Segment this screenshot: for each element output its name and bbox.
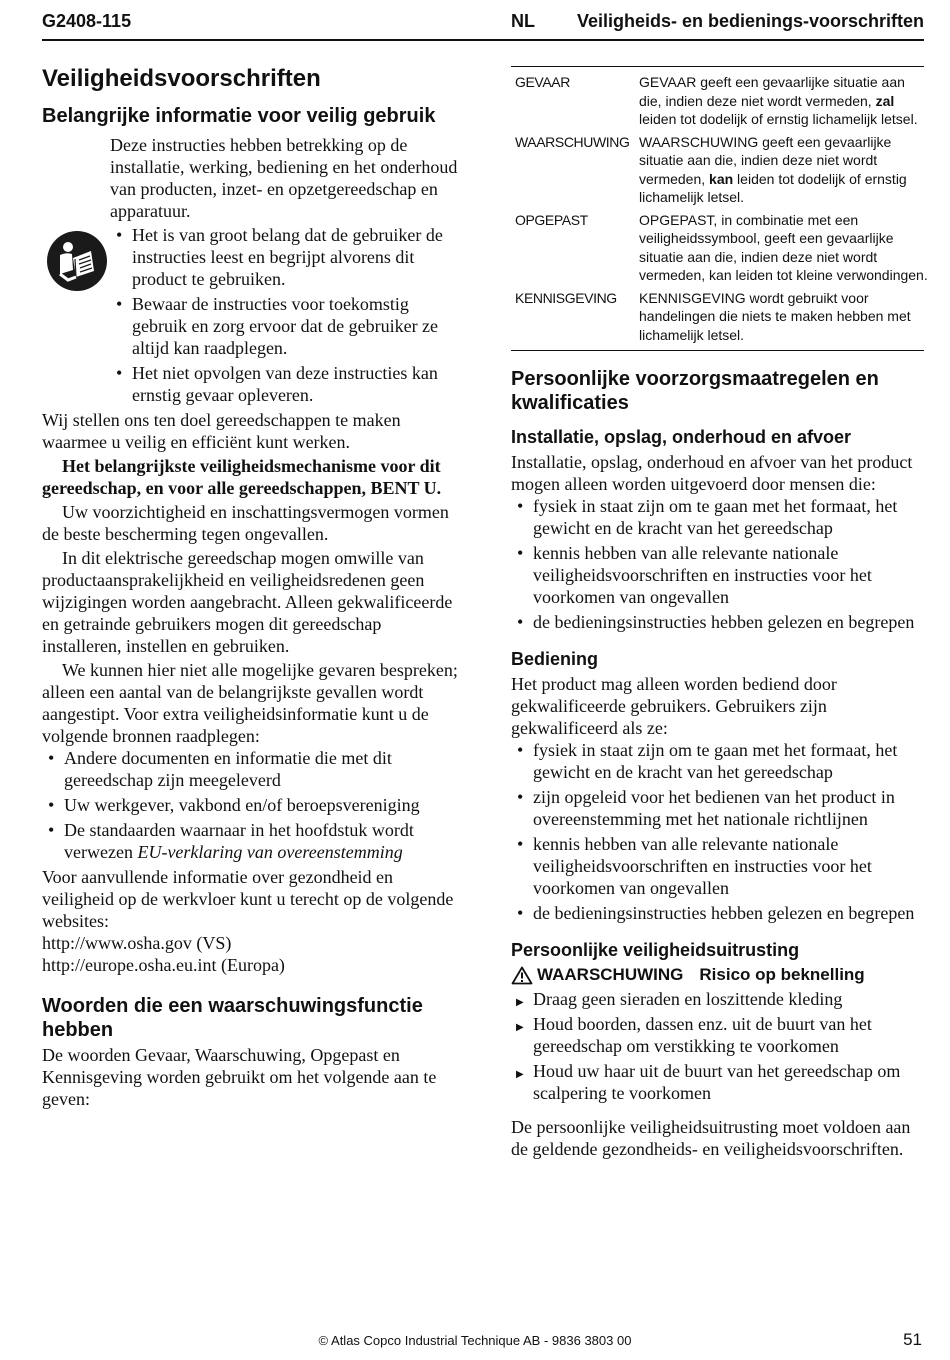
list-item: • zijn opgeleid voor het bedienen van het product in overeenstemming met het nationale richtlijnen [511, 786, 924, 830]
page-title: Veiligheidsvoorschriften [42, 65, 321, 92]
signal-words-intro: De woorden Gevaar, Waarschuwing, Opgepast en Kennisgeving worden gebruikt om het volgende aan te geven: [42, 1045, 437, 1109]
operation-list [511, 739, 924, 924]
warning-line [511, 964, 924, 986]
list-item: • fysiek in staat zijn om te gaan met het formaat, het gewicht en de kracht van het gereedschap [511, 495, 924, 539]
signal-definition: OPGEPAST, in combinatie met een veiligheidssymbool, geeft een gevaarlijke situatie aan die, indien deze niet wordt vermeden, kan leiden tot kleine verwondingen. [639, 211, 928, 283]
list-item: ▶ Houd uw haar uit de buurt van het gereedschap om scalpering te voorkomen [511, 1060, 924, 1104]
language-code: NL [511, 11, 535, 31]
warning-triangle-icon [511, 966, 533, 985]
signal-definition: GEVAAR geeft een gevaarlijke situatie aan die, indien deze niet wordt vermeden, zal leiden tot dodelijk of ernstig lichamelijk letsel. [639, 74, 918, 127]
list-item: • kennis hebben van alle relevante nationale veiligheidsvoorschriften en instructies voor het voorkomen van ongevallen [511, 833, 924, 899]
page-footer [0, 1330, 950, 1352]
signal-term: OPGEPAST [515, 211, 588, 228]
signal-term: WAARSCHUWING [515, 133, 630, 150]
website-link-europe[interactable]: http://europe.osha.eu.int (Europa) [42, 955, 285, 975]
list-item: • de bedieningsinstructies hebben gelezen en begrepen [511, 902, 924, 924]
important-info-heading: Belangrijke informatie voor veilig gebruik [42, 105, 436, 127]
ppe-heading: Persoonlijke veiligheidsuitrusting [511, 940, 800, 960]
intro-paragraph: Deze instructies hebben betrekking op de installatie, werking, bediening en het onderhoud van producten, inzet- en opzetgereedschap en apparatuur. [110, 135, 458, 221]
ppe-paragraph: De persoonlijke veiligheidsuitrusting moet voldoen aan de geldende gezondheids- en veiligheidsvoorschriften. [511, 1117, 911, 1159]
warning-signal-word: WAARSCHUWING [537, 965, 684, 984]
table-row [515, 73, 928, 133]
list-item: ▶ Houd boorden, dassen enz. uit de buurt van het gereedschap om verstikking te voorkomen [511, 1013, 924, 1057]
page-number: 51 [903, 1330, 922, 1349]
aim-paragraph: Wij stellen ons ten doel gereedschappen te maken waarmee u veilig en efficiënt kunt werken. [42, 410, 401, 452]
important-info-block [42, 134, 460, 406]
declaration-reference: EU-verklaring van overeenstemming [137, 842, 403, 862]
list-item: • Andere documenten en informatie die met dit gereedschap zijn meegeleverd [42, 747, 460, 791]
website-link-osha[interactable]: http://www.osha.gov (VS) [42, 933, 232, 953]
signal-words-heading: Woorden die een waarschuwingsfunctie hebben [42, 995, 423, 1041]
table-row [515, 133, 928, 211]
left-column [42, 64, 460, 1110]
page-header [42, 11, 924, 37]
list-item [42, 819, 460, 863]
signal-term: KENNISGEVING [515, 289, 617, 306]
list-item: • Het niet opvolgen van deze instructies kan ernstig gevaar opleveren. [110, 362, 460, 406]
table-row [515, 211, 928, 289]
installation-list [511, 495, 924, 633]
hazards-paragraph: We kunnen hier niet alle mogelijke gevaren bespreken; alleen een aantal van de belangrijkste gevallen wordt aangestipt. Voor extra veiligheidsinformatie kunt u de volgende bronnen raadplegen: [42, 660, 458, 746]
signal-definition: WAARSCHUWING geeft een gevaarlijke situatie aan die, indien deze niet wordt vermeden, kan leiden tot dodelijk of ernstig lichamelijk letsel. [639, 133, 907, 205]
signal-words-table [511, 66, 928, 351]
sources-list [42, 747, 460, 863]
operation-paragraph: Het product mag alleen worden bediend door gekwalificeerde gebruikers. Gebruikers zijn gekwalificeerd als ze: [511, 674, 837, 738]
most-important-paragraph: Het belangrijkste veiligheidsmechanisme voor dit gereedschap, en voor alle gereedschappen, BENT U. [42, 456, 442, 498]
list-item: • Uw werkgever, vakbond en/of beroepsvereniging [42, 794, 460, 816]
list-item: • kennis hebben van alle relevante nationale veiligheidsvoorschriften en instructies voor het voorkomen van ongevallen [511, 542, 924, 608]
warning-instruction-list [511, 988, 924, 1104]
signal-term: GEVAAR [515, 74, 570, 90]
no-modification-paragraph: In dit elektrische gereedschap mogen omwille van productaansprakelijkheid en veiligheidsredenen geen wijzigingen worden aangebracht. Alleen gekwalificeerde en getrainde gebruikers mogen dit gereedschap installeren, instellen en gebruiken. [42, 548, 453, 656]
right-column [511, 66, 928, 1160]
caution-paragraph: Uw voorzichtigheid en inschattingsvermogen vormen de beste bescherming tegen ongevallen. [42, 502, 449, 544]
list-item: • de bedieningsinstructies hebben gelezen en begrepen [511, 611, 924, 633]
source-text: De standaarden waarnaar in het hoofdstuk wordt verwezen [64, 820, 414, 862]
list-item: • Het is van groot belang dat de gebruiker de instructies leest en begrijpt alvorens dit product te gebruiken. [110, 224, 460, 290]
list-item: • fysiek in staat zijn om te gaan met het formaat, het gewicht en de kracht van het gereedschap [511, 739, 924, 783]
header-section-title: Veiligheids- en bedienings-voorschriften [576, 11, 924, 31]
list-item: • Bewaar de instructies voor toekomstig gebruik en zorg ervoor dat de gebruiker ze altijd kan raadplegen. [110, 293, 460, 359]
header-rule [42, 39, 924, 41]
copyright-text: © Atlas Copco Industrial Technique AB - 9836 3803 00 [318, 1333, 632, 1348]
intro-bullet-list [110, 224, 460, 406]
warning-topic: Risico op beknelling [699, 965, 865, 984]
further-info-paragraph: Voor aanvullende informatie over gezondheid en veiligheid op de werkvloer kunt u terecht op de volgende websites: [42, 867, 454, 931]
signal-definition: KENNISGEVING wordt gebruikt voor handelingen die niets te maken hebben met lichamelijk letsel. [639, 289, 911, 343]
table-row [515, 289, 928, 349]
operation-heading: Bediening [511, 649, 599, 669]
list-item: ▶ Draag geen sieraden en loszittende kleding [511, 988, 924, 1010]
installation-paragraph: Installatie, opslag, onderhoud en afvoer van het product mogen alleen worden uitgevoerd door mensen die: [511, 452, 913, 494]
personal-precautions-heading: Persoonlijke voorzorgsmaatregelen en kwalificaties [511, 368, 879, 414]
installation-heading: Installatie, opslag, onderhoud en afvoer [511, 427, 852, 447]
document-code: G2408-115 [42, 11, 132, 31]
read-manual-icon [46, 230, 108, 292]
